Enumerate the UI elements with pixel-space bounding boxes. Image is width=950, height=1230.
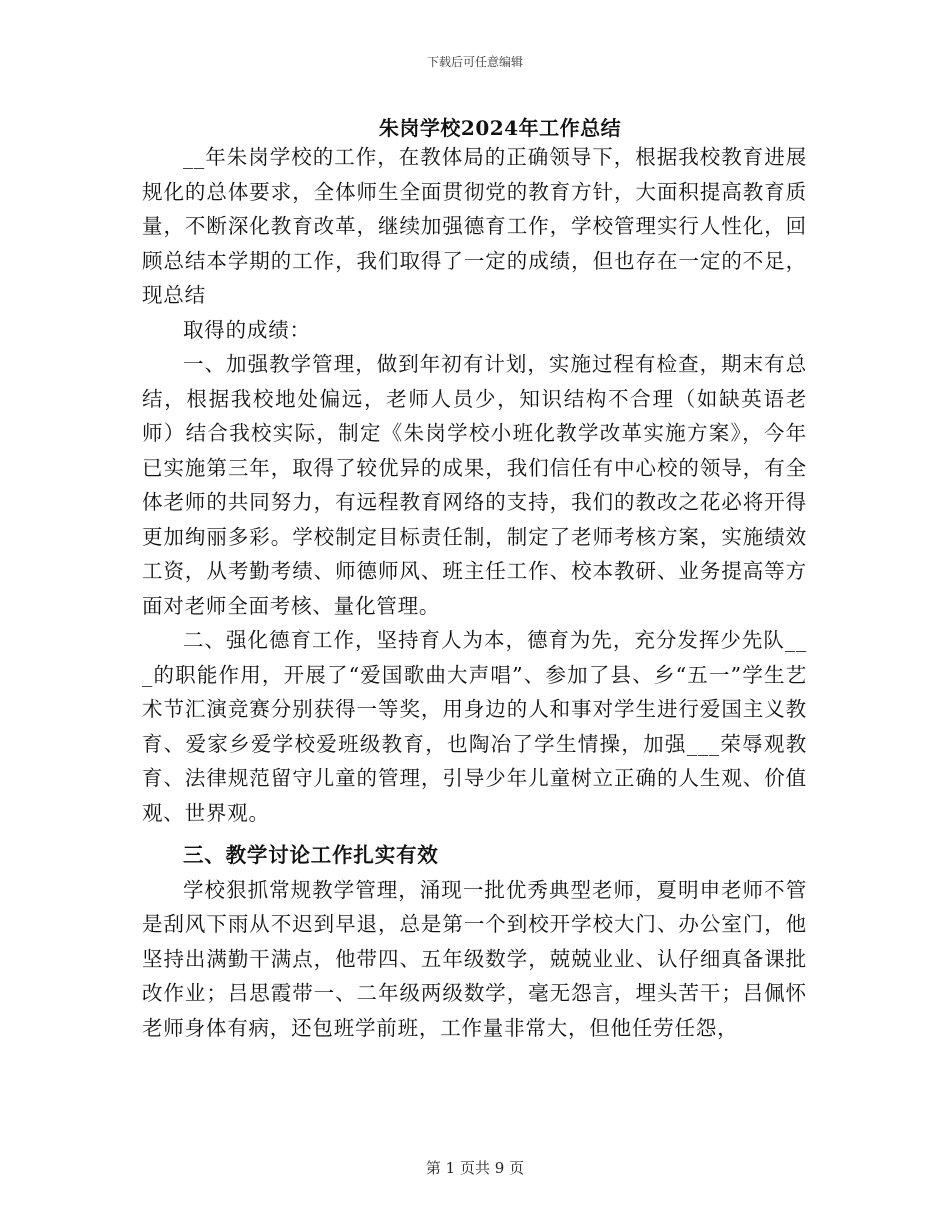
paragraph-section-2: 二、强化德育工作，坚持育人为本，德育为先，充分发挥少先队___的职能作用，开展了“爱国歌曲大声唱”、参加了县、乡“五一”学生艺术节汇演竞赛分别获得一等奖，用身边的人和事对学生进行爱国主义教育、爱家乡爱学校爱班级教育，也陶冶了学生情操，加强___荣辱观教育、法律规范留守儿童的管理，引导少年儿童树立正确的人生观、价值观、世界观。 <box>142 628 807 825</box>
paragraph-intro: __年朱岗学校的工作，在教体局的正确领导下，根据我校教育进展规化的总体要求，全体师生全面贯彻党的教育方针，大面积提高教育质量，不断深化教育改革，继续加强德育工作，学校管理实行人性化，回顾总结本学期的工作，我们取得了一定的成绩，但也存在一定的不足，现总结 <box>142 145 807 307</box>
document-body <box>142 140 807 1045</box>
paragraph-section-1: 一、加强教学管理，做到年初有计划，实施过程有检查，期末有总结，根据我校地处偏远，老师人员少，知识结构不合理（如缺英语老师）结合我校实际，制定《朱岗学校小班化教学改革实施方案》，今年已实施第三年，取得了较优异的成果，我们信任有中心校的领导，有全体老师的共同努力，有远程教育网络的支持，我们的教改之花必将开得更加绚丽多彩。学校制定目标责任制，制定了老师考核方案，实施绩效工资，从考勤考绩、师德师风、班主任工作、校本教研、业务提高等方面对老师全面考核、量化管理。 <box>142 352 807 618</box>
paragraph-achievements-label: 取得的成绩： <box>183 317 311 342</box>
header-note: 下载后可任意编辑 <box>426 55 523 69</box>
section-3-heading: 三、教学讨论工作扎实有效 <box>183 843 439 867</box>
paragraph-section-3: 学校狠抓常规教学管理，涌现一批优秀典型老师，夏明申老师不管是刮风下雨从不迟到早退，总是第一个到校开学校大门、办公室门，他坚持出满勤干满点，他带四、五年级数学，兢兢业业、认仔细真备课批改作业；吕思霞带一、二年级两级数学，毫无怨言，埋头苦干；吕佩怀老师身体有病，还包班学前班，工作量非常大，但他任劳任怨， <box>142 877 807 1040</box>
document-title: 朱岗学校2024年工作总结 <box>378 116 622 140</box>
page-footer: 第 1 页共 9 页 <box>425 1159 525 1177</box>
